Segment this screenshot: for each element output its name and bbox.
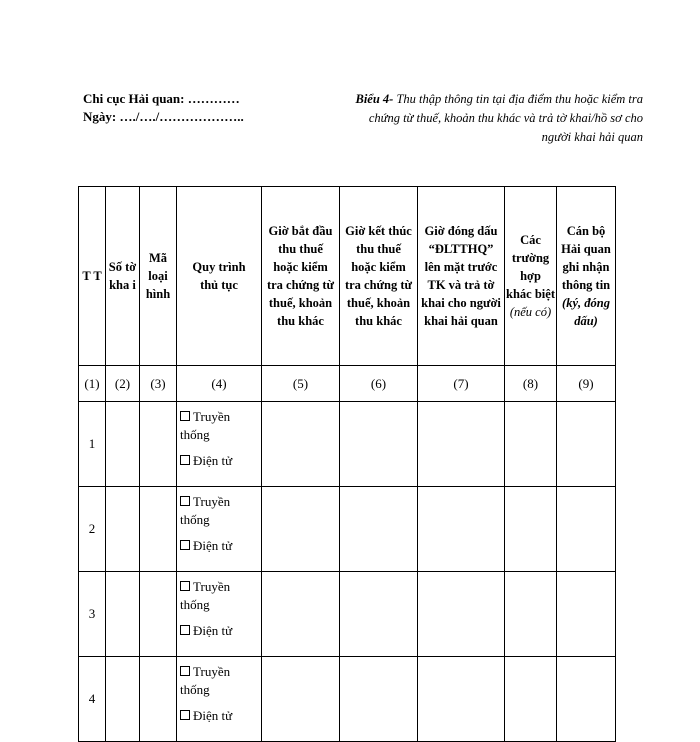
- traditional-option[interactable]: Truyền thống: [180, 494, 231, 527]
- checkbox-icon[interactable]: [180, 455, 190, 465]
- form-title-line1: Thu thập thông tin tại địa điểm thu hoặc kiểm tra: [393, 92, 643, 106]
- end-time-cell[interactable]: [340, 572, 418, 657]
- officer-cell[interactable]: [557, 657, 616, 742]
- electronic-option[interactable]: Điện tử: [180, 622, 261, 640]
- checkbox-icon[interactable]: [180, 625, 190, 635]
- form-title-line3: người khai hải quan: [541, 130, 643, 144]
- row-number: 3: [79, 572, 106, 657]
- officer-cell[interactable]: [557, 487, 616, 572]
- checkbox-icon[interactable]: [180, 666, 190, 676]
- table-row: [79, 657, 616, 742]
- type-code-cell[interactable]: [140, 572, 177, 657]
- traditional-option[interactable]: Truyền thống: [180, 664, 231, 697]
- stamp-time-cell[interactable]: [418, 657, 505, 742]
- declaration-number-cell[interactable]: [106, 402, 140, 487]
- start-time-cell[interactable]: [262, 402, 340, 487]
- start-time-cell[interactable]: [262, 487, 340, 572]
- col-header-exceptions: Các trường hợp khác biệt (nếu có): [505, 187, 557, 366]
- form-label: Biểu 4-: [355, 92, 394, 106]
- table-row: [79, 572, 616, 657]
- row-number: 4: [79, 657, 106, 742]
- stamp-time-cell[interactable]: [418, 402, 505, 487]
- end-time-cell[interactable]: [340, 402, 418, 487]
- col-header-type-code: Mã loại hình: [140, 187, 177, 366]
- table-header-row: [79, 187, 616, 366]
- checkbox-icon[interactable]: [180, 540, 190, 550]
- checkbox-icon[interactable]: [180, 496, 190, 506]
- procedure-cell: [177, 572, 262, 657]
- col-header-declaration-number: Số tờ kha i: [106, 187, 140, 366]
- col-header-end-time: Giờ kết thúc thu thuế hoặc kiểm tra chứng từ thuế, khoản thu khác: [340, 187, 418, 366]
- traditional-option[interactable]: Truyền thống: [180, 409, 231, 442]
- checkbox-icon[interactable]: [180, 581, 190, 591]
- col-header-procedure: Quy trình thủ tục: [177, 187, 262, 366]
- row-number: 2: [79, 487, 106, 572]
- type-code-cell[interactable]: [140, 402, 177, 487]
- table-row: [79, 402, 616, 487]
- declaration-number-cell[interactable]: [106, 487, 140, 572]
- column-number: (1): [79, 366, 106, 402]
- traditional-option[interactable]: Truyền thống: [180, 579, 231, 612]
- column-number: (8): [505, 366, 557, 402]
- column-number: (3): [140, 366, 177, 402]
- exceptions-cell[interactable]: [505, 657, 557, 742]
- procedure-cell: [177, 487, 262, 572]
- end-time-cell[interactable]: [340, 487, 418, 572]
- exceptions-cell[interactable]: [505, 402, 557, 487]
- electronic-option[interactable]: Điện tử: [180, 452, 261, 470]
- officer-cell[interactable]: [557, 572, 616, 657]
- col-header-officer: Cán bộ Hải quan ghi nhận thông tin (ký, đóng dấu): [557, 187, 616, 366]
- procedure-cell: [177, 657, 262, 742]
- customs-office-header: [83, 90, 244, 126]
- column-number: (6): [340, 366, 418, 402]
- end-time-cell[interactable]: [340, 657, 418, 742]
- date-line: Ngày: …./…./………………..: [83, 109, 244, 124]
- declaration-number-cell[interactable]: [106, 657, 140, 742]
- col-header-start-time: Giờ bắt đầu thu thuế hoặc kiểm tra chứng từ thuế, khoản thu khác: [262, 187, 340, 366]
- form-title: [290, 90, 643, 147]
- col-header-officer-note: (ký, đóng dấu): [562, 296, 610, 328]
- column-number: (9): [557, 366, 616, 402]
- electronic-option[interactable]: Điện tử: [180, 537, 261, 555]
- start-time-cell[interactable]: [262, 572, 340, 657]
- column-number-row: [79, 366, 616, 402]
- stamp-time-cell[interactable]: [418, 487, 505, 572]
- col-header-tt: T T: [79, 187, 106, 366]
- exceptions-cell[interactable]: [505, 487, 557, 572]
- type-code-cell[interactable]: [140, 487, 177, 572]
- row-number: 1: [79, 402, 106, 487]
- declaration-number-cell[interactable]: [106, 572, 140, 657]
- start-time-cell[interactable]: [262, 657, 340, 742]
- data-collection-table: [78, 186, 616, 742]
- type-code-cell[interactable]: [140, 657, 177, 742]
- col-header-exceptions-note: (nếu có): [509, 305, 552, 319]
- column-number: (5): [262, 366, 340, 402]
- electronic-option[interactable]: Điện tử: [180, 707, 261, 725]
- customs-office-line: Chi cục Hải quan: …………: [83, 91, 240, 106]
- table-row: [79, 487, 616, 572]
- stamp-time-cell[interactable]: [418, 572, 505, 657]
- column-number: (7): [418, 366, 505, 402]
- checkbox-icon[interactable]: [180, 710, 190, 720]
- col-header-stamp-time: Giờ đóng dấu “ĐLTTHQ” lên mặt trước TK và trả tờ khai cho người khai hải quan: [418, 187, 505, 366]
- exceptions-cell[interactable]: [505, 572, 557, 657]
- officer-cell[interactable]: [557, 402, 616, 487]
- column-number: (2): [106, 366, 140, 402]
- column-number: (4): [177, 366, 262, 402]
- checkbox-icon[interactable]: [180, 411, 190, 421]
- form-title-line2: chứng từ thuế, khoản thu khác và trả tờ khai/hồ sơ cho: [368, 111, 643, 125]
- procedure-cell: [177, 402, 262, 487]
